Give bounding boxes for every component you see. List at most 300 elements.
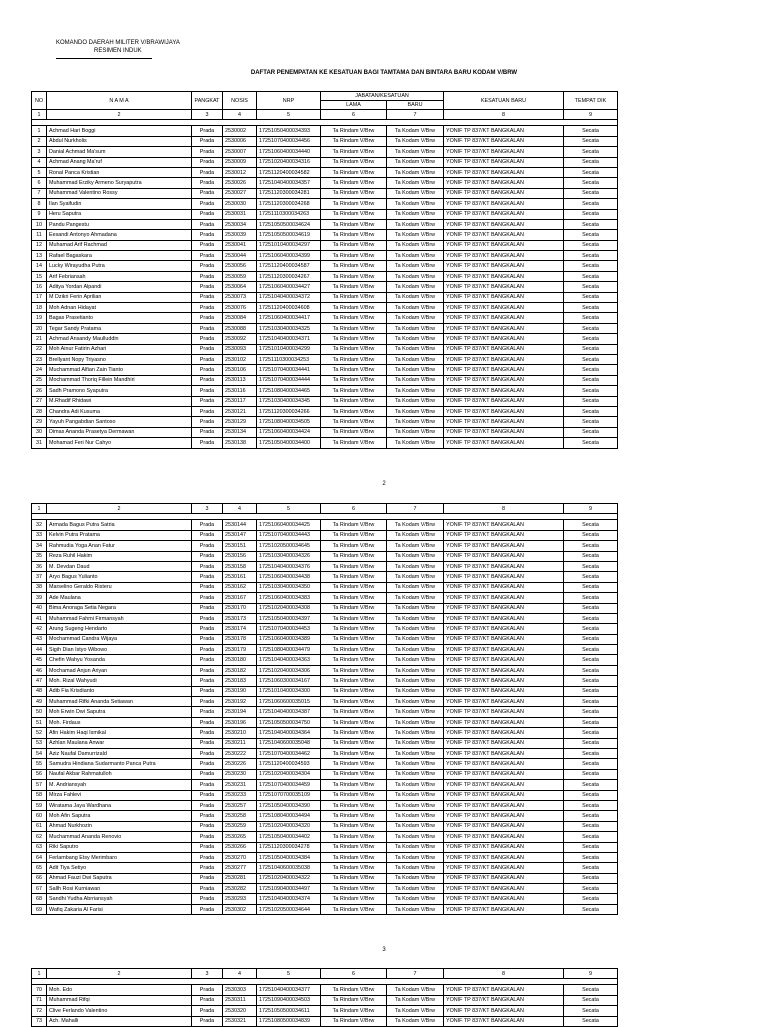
row-nama: Moh Afin Saputra [47, 811, 192, 821]
row-tempat-dik: Secata [564, 199, 618, 209]
row-no: 46 [32, 665, 47, 675]
row-nrp: 17251040400034363 [257, 655, 321, 665]
row-nama: Moh. Firdaus [47, 717, 192, 727]
row-pangkat: Prada [192, 873, 223, 883]
row-tempat-dik: Secata [564, 396, 618, 406]
row-nama: M. Andriansyah [47, 780, 192, 790]
row-baru: Ta Kodam V/Brw [387, 655, 444, 665]
row-nosis: 2530088 [223, 323, 257, 333]
placement-table-page-2 [31, 503, 618, 915]
column-number: 5 [257, 504, 321, 514]
row-no: 35 [32, 551, 47, 561]
row-kesatuan-baru: YONIF TP 837/KT BANGKALAN [444, 427, 564, 437]
row-kesatuan-baru: YONIF TP 837/KT BANGKALAN [444, 251, 564, 261]
row-tempat-dik: Secata [564, 292, 618, 302]
row-no: 67 [32, 884, 47, 894]
row-nosis: 2530076 [223, 303, 257, 313]
table-row [32, 686, 618, 696]
row-lama: Ta Rindam V/Brw [321, 396, 387, 406]
row-nrp: 17251120400034587 [257, 261, 321, 271]
row-kesatuan-baru: YONIF TP 837/KT BANGKALAN [444, 188, 564, 198]
row-baru: Ta Kodam V/Brw [387, 365, 444, 375]
row-nosis: 2530041 [223, 240, 257, 250]
table-row [32, 904, 618, 914]
row-nama: Muhammad Erziky Armeno Suryaputra [47, 178, 192, 188]
table-row [32, 438, 618, 448]
row-lama: Ta Rindam V/Brw [321, 863, 387, 873]
row-baru: Ta Kodam V/Brw [387, 707, 444, 717]
row-nosis: 2530007 [223, 147, 257, 157]
table-row [32, 251, 618, 261]
row-nosis: 2530174 [223, 624, 257, 634]
row-nrp: 17251080400034465 [257, 386, 321, 396]
row-kesatuan-baru: YONIF TP 837/KT BANGKALAN [444, 593, 564, 603]
row-baru: Ta Kodam V/Brw [387, 832, 444, 842]
row-tempat-dik: Secata [564, 603, 618, 613]
table-row [32, 344, 618, 354]
row-nrp: 17251120300034281 [257, 188, 321, 198]
row-nosis: 2530293 [223, 894, 257, 904]
row-nrp: 17251050400034400 [257, 438, 321, 448]
row-kesatuan-baru: YONIF TP 837/KT BANGKALAN [444, 738, 564, 748]
row-kesatuan-baru: YONIF TP 837/KT BANGKALAN [444, 147, 564, 157]
row-baru: Ta Kodam V/Brw [387, 728, 444, 738]
row-lama: Ta Rindam V/Brw [321, 261, 387, 271]
row-no: 38 [32, 582, 47, 592]
row-no: 30 [32, 427, 47, 437]
row-nosis: 2530116 [223, 386, 257, 396]
table-row [32, 530, 618, 540]
row-no: 19 [32, 313, 47, 323]
row-kesatuan-baru: YONIF TP 837/KT BANGKALAN [444, 209, 564, 219]
row-lama: Ta Rindam V/Brw [321, 852, 387, 862]
row-lama: Ta Rindam V/Brw [321, 894, 387, 904]
column-number: 8 [444, 504, 564, 514]
row-baru: Ta Kodam V/Brw [387, 1006, 444, 1016]
row-kesatuan-baru: YONIF TP 837/KT BANGKALAN [444, 582, 564, 592]
row-lama: Ta Rindam V/Brw [321, 334, 387, 344]
row-nrp: 17251030400034325 [257, 323, 321, 333]
row-nama: Ilan Syaifudin [47, 199, 192, 209]
row-baru: Ta Kodam V/Brw [387, 821, 444, 831]
table-row [32, 188, 618, 198]
row-pangkat: Prada [192, 323, 223, 333]
row-nosis: 2530161 [223, 572, 257, 582]
row-lama: Ta Rindam V/Brw [321, 406, 387, 416]
row-tempat-dik: Secata [564, 852, 618, 862]
row-pangkat: Prada [192, 613, 223, 623]
row-no: 23 [32, 354, 47, 364]
row-baru: Ta Kodam V/Brw [387, 561, 444, 571]
row-tempat-dik: Secata [564, 282, 618, 292]
row-nrp: 17251040600035048 [257, 738, 321, 748]
row-no: 73 [32, 1016, 47, 1026]
row-pangkat: Prada [192, 1006, 223, 1016]
row-pangkat: Prada [192, 427, 223, 437]
row-no: 72 [32, 1006, 47, 1016]
table-row [32, 985, 618, 995]
row-pangkat: Prada [192, 209, 223, 219]
row-kesatuan-baru: YONIF TP 837/KT BANGKALAN [444, 780, 564, 790]
row-kesatuan-baru: YONIF TP 837/KT BANGKALAN [444, 438, 564, 448]
row-tempat-dik: Secata [564, 800, 618, 810]
row-tempat-dik: Secata [564, 313, 618, 323]
row-nama: Sandhi Yudha Abrriansyah [47, 894, 192, 904]
row-lama: Ta Rindam V/Brw [321, 603, 387, 613]
row-lama: Ta Rindam V/Brw [321, 365, 387, 375]
row-no: 49 [32, 697, 47, 707]
row-nrp: 17251060400034399 [257, 251, 321, 261]
row-baru: Ta Kodam V/Brw [387, 303, 444, 313]
row-baru: Ta Kodam V/Brw [387, 427, 444, 437]
page-number: 2 [382, 481, 386, 487]
row-nama: Pandu Pangestu [47, 219, 192, 229]
row-nosis: 2530321 [223, 1016, 257, 1026]
row-pangkat: Prada [192, 313, 223, 323]
header-unit: RESIMEN INDUK [94, 48, 142, 54]
row-nosis: 2530320 [223, 1006, 257, 1016]
row-nrp: 17251060400034425 [257, 520, 321, 530]
row-pangkat: Prada [192, 728, 223, 738]
row-nosis: 2530158 [223, 561, 257, 571]
row-no: 31 [32, 438, 47, 448]
row-tempat-dik: Secata [564, 1016, 618, 1026]
row-no: 63 [32, 842, 47, 852]
row-nama: Bagas Prasetianto [47, 313, 192, 323]
row-nrp: 17251020400034320 [257, 821, 321, 831]
row-nrp: 17251110300034263 [257, 209, 321, 219]
row-kesatuan-baru: YONIF TP 837/KT BANGKALAN [444, 240, 564, 250]
row-tempat-dik: Secata [564, 832, 618, 842]
row-baru: Ta Kodam V/Brw [387, 613, 444, 623]
row-lama: Ta Rindam V/Brw [321, 240, 387, 250]
row-lama: Ta Rindam V/Brw [321, 386, 387, 396]
row-no: 22 [32, 344, 47, 354]
row-nama: Muhammad Rifki Ananda Setiawan [47, 697, 192, 707]
table-row [32, 136, 618, 146]
row-nrp: 17251070400034459 [257, 780, 321, 790]
row-nosis: 2530257 [223, 800, 257, 810]
column-number: 2 [47, 969, 192, 979]
row-nama: Muhammad Fahmi Firmansyah [47, 613, 192, 623]
column-number: 5 [257, 110, 321, 120]
row-kesatuan-baru: YONIF TP 837/KT BANGKALAN [444, 852, 564, 862]
table-row [32, 759, 618, 769]
row-baru: Ta Kodam V/Brw [387, 520, 444, 530]
row-nrp: 17251070400034453 [257, 624, 321, 634]
row-lama: Ta Rindam V/Brw [321, 323, 387, 333]
row-baru: Ta Kodam V/Brw [387, 697, 444, 707]
row-nrp: 17251050400034384 [257, 852, 321, 862]
row-baru: Ta Kodam V/Brw [387, 811, 444, 821]
row-nama: Ahmad Fauzi Dwi Saputra [47, 873, 192, 883]
row-nrp: 17251070400034462 [257, 748, 321, 758]
row-nosis: 2530002 [223, 126, 257, 136]
row-lama: Ta Rindam V/Brw [321, 427, 387, 437]
row-tempat-dik: Secata [564, 147, 618, 157]
row-kesatuan-baru: YONIF TP 837/KT BANGKALAN [444, 748, 564, 758]
row-nama: Moh Adnan Hidayat [47, 303, 192, 313]
row-lama: Ta Rindam V/Brw [321, 759, 387, 769]
row-nama: Moh. Rizal Wahyudi [47, 676, 192, 686]
row-nosis: 2530233 [223, 790, 257, 800]
header-command: KOMANDO DAERAH MILITER V/BRAWIJAYA [56, 40, 180, 46]
table-row [32, 303, 618, 313]
row-baru: Ta Kodam V/Brw [387, 147, 444, 157]
row-nama: Mochammad Candra Wijaya [47, 634, 192, 644]
row-kesatuan-baru: YONIF TP 837/KT BANGKALAN [444, 655, 564, 665]
col-header-nrp: NRP [257, 92, 321, 110]
row-lama: Ta Rindam V/Brw [321, 645, 387, 655]
row-nosis: 2530258 [223, 811, 257, 821]
row-kesatuan-baru: YONIF TP 837/KT BANGKALAN [444, 884, 564, 894]
table-row [32, 842, 618, 852]
row-nosis: 2530282 [223, 884, 257, 894]
row-baru: Ta Kodam V/Brw [387, 759, 444, 769]
row-nama: Rahmudia Yoga Anan Fatur [47, 541, 192, 551]
row-no: 28 [32, 406, 47, 416]
row-kesatuan-baru: YONIF TP 837/KT BANGKALAN [444, 541, 564, 551]
row-nama: Achmad Ansandy Maulluddin [47, 334, 192, 344]
row-nrp: 17251050400034393 [257, 126, 321, 136]
row-pangkat: Prada [192, 541, 223, 551]
row-lama: Ta Rindam V/Brw [321, 178, 387, 188]
row-nosis: 2530056 [223, 261, 257, 271]
row-nosis: 2530179 [223, 645, 257, 655]
row-nama: Mochammad Thoriq Fillein Mandhiri [47, 375, 192, 385]
row-lama: Ta Rindam V/Brw [321, 790, 387, 800]
row-nama: M.Rhadif Rhidawi [47, 396, 192, 406]
row-no: 61 [32, 821, 47, 831]
row-baru: Ta Kodam V/Brw [387, 209, 444, 219]
row-lama: Ta Rindam V/Brw [321, 800, 387, 810]
row-nama: Muhammad Rifqi [47, 995, 192, 1005]
row-kesatuan-baru: YONIF TP 837/KT BANGKALAN [444, 995, 564, 1005]
row-no: 64 [32, 852, 47, 862]
row-pangkat: Prada [192, 219, 223, 229]
row-nama: Samudra Hindiana Sudarmanto Panca Putra [47, 759, 192, 769]
col-header-baru: BARU [387, 101, 444, 110]
row-kesatuan-baru: YONIF TP 837/KT BANGKALAN [444, 613, 564, 623]
row-lama: Ta Rindam V/Brw [321, 303, 387, 313]
row-nosis: 2530027 [223, 188, 257, 198]
row-no: 41 [32, 613, 47, 623]
row-tempat-dik: Secata [564, 178, 618, 188]
row-nrp: 17251080500034839 [257, 1016, 321, 1026]
row-lama: Ta Rindam V/Brw [321, 541, 387, 551]
table-row [32, 323, 618, 333]
row-nrp: 17251060300034167 [257, 676, 321, 686]
row-no: 6 [32, 178, 47, 188]
row-baru: Ta Kodam V/Brw [387, 541, 444, 551]
row-kesatuan-baru: YONIF TP 837/KT BANGKALAN [444, 572, 564, 582]
row-pangkat: Prada [192, 800, 223, 810]
column-number: 3 [192, 110, 223, 120]
row-nama: Lucky Wirayudha Putra [47, 261, 192, 271]
row-nosis: 2530106 [223, 365, 257, 375]
column-number: 8 [444, 110, 564, 120]
row-nosis: 2530147 [223, 530, 257, 540]
row-lama: Ta Rindam V/Brw [321, 780, 387, 790]
row-nosis: 2530277 [223, 863, 257, 873]
column-number: 4 [223, 504, 257, 514]
col-header-jabatan: JABATAN/KESATUAN [321, 92, 444, 101]
row-pangkat: Prada [192, 520, 223, 530]
row-baru: Ta Kodam V/Brw [387, 219, 444, 229]
row-kesatuan-baru: YONIF TP 837/KT BANGKALAN [444, 665, 564, 675]
row-no: 53 [32, 738, 47, 748]
row-no: 54 [32, 748, 47, 758]
row-tempat-dik: Secata [564, 1006, 618, 1016]
row-nama: Sigih Dian Istyo Wibowo [47, 645, 192, 655]
row-tempat-dik: Secata [564, 821, 618, 831]
row-nosis: 2530044 [223, 251, 257, 261]
row-kesatuan-baru: YONIF TP 837/KT BANGKALAN [444, 821, 564, 831]
row-lama: Ta Rindam V/Brw [321, 147, 387, 157]
row-tempat-dik: Secata [564, 271, 618, 281]
row-no: 7 [32, 188, 47, 198]
column-number: 9 [564, 110, 618, 120]
row-pangkat: Prada [192, 365, 223, 375]
row-nrp: 17251060400034427 [257, 282, 321, 292]
row-kesatuan-baru: YONIF TP 837/KT BANGKALAN [444, 1006, 564, 1016]
row-nama: Clive Ferlando Valentino [47, 1006, 192, 1016]
row-lama: Ta Rindam V/Brw [321, 904, 387, 914]
row-kesatuan-baru: YONIF TP 837/KT BANGKALAN [444, 634, 564, 644]
row-nosis: 2530151 [223, 541, 257, 551]
row-baru: Ta Kodam V/Brw [387, 344, 444, 354]
row-no: 5 [32, 167, 47, 177]
row-nrp: 17251030400034350 [257, 582, 321, 592]
row-tempat-dik: Secata [564, 323, 618, 333]
col-header-tempat-dik: TEMPAT DIK [564, 92, 618, 110]
table-row [32, 676, 618, 686]
table-row [32, 790, 618, 800]
row-pangkat: Prada [192, 748, 223, 758]
row-kesatuan-baru: YONIF TP 837/KT BANGKALAN [444, 717, 564, 727]
row-tempat-dik: Secata [564, 613, 618, 623]
row-nama: Dimas Ananda Prasetya Dermawan [47, 427, 192, 437]
row-no: 55 [32, 759, 47, 769]
row-no: 57 [32, 780, 47, 790]
row-nosis: 2530266 [223, 842, 257, 852]
row-nrp: 17251050500034611 [257, 1006, 321, 1016]
row-no: 39 [32, 593, 47, 603]
row-no: 50 [32, 707, 47, 717]
row-baru: Ta Kodam V/Brw [387, 292, 444, 302]
table-row [32, 572, 618, 582]
table-row [32, 551, 618, 561]
table-row [32, 157, 618, 167]
row-tempat-dik: Secata [564, 126, 618, 136]
table-row [32, 199, 618, 209]
row-tempat-dik: Secata [564, 572, 618, 582]
row-pangkat: Prada [192, 561, 223, 571]
column-number: 6 [321, 969, 387, 979]
table-row [32, 873, 618, 883]
row-nrp: 17251030400034326 [257, 551, 321, 561]
row-tempat-dik: Secata [564, 593, 618, 603]
row-lama: Ta Rindam V/Brw [321, 292, 387, 302]
row-pangkat: Prada [192, 780, 223, 790]
row-nrp: 17251040400034364 [257, 728, 321, 738]
row-nosis: 2530031 [223, 209, 257, 219]
row-tempat-dik: Secata [564, 561, 618, 571]
row-nosis: 2530162 [223, 582, 257, 592]
row-nosis: 2530192 [223, 697, 257, 707]
table-row [32, 282, 618, 292]
table-row [32, 655, 618, 665]
row-lama: Ta Rindam V/Brw [321, 209, 387, 219]
row-pangkat: Prada [192, 167, 223, 177]
row-no: 33 [32, 530, 47, 540]
row-nosis: 2530138 [223, 438, 257, 448]
row-nrp: 17251110300034253 [257, 354, 321, 364]
table-row [32, 427, 618, 437]
row-nosis: 2530302 [223, 904, 257, 914]
row-nrp: 17251020400034322 [257, 873, 321, 883]
row-nrp: 17251040600035038 [257, 863, 321, 873]
row-baru: Ta Kodam V/Brw [387, 251, 444, 261]
row-nrp: 17251070700035109 [257, 790, 321, 800]
row-baru: Ta Kodam V/Brw [387, 593, 444, 603]
row-no: 59 [32, 800, 47, 810]
row-pangkat: Prada [192, 655, 223, 665]
row-pangkat: Prada [192, 147, 223, 157]
row-baru: Ta Kodam V/Brw [387, 748, 444, 758]
row-baru: Ta Kodam V/Brw [387, 790, 444, 800]
row-lama: Ta Rindam V/Brw [321, 634, 387, 644]
row-tempat-dik: Secata [564, 676, 618, 686]
row-nrp: 17251020400034316 [257, 157, 321, 167]
row-pangkat: Prada [192, 334, 223, 344]
row-kesatuan-baru: YONIF TP 837/KT BANGKALAN [444, 323, 564, 333]
row-nosis: 2530009 [223, 157, 257, 167]
row-pangkat: Prada [192, 790, 223, 800]
table-row [32, 375, 618, 385]
row-baru: Ta Kodam V/Brw [387, 406, 444, 416]
row-tempat-dik: Secata [564, 136, 618, 146]
row-nrp: 17251050500034624 [257, 219, 321, 229]
row-nosis: 2530084 [223, 313, 257, 323]
column-number: 7 [387, 969, 444, 979]
row-nosis: 2530222 [223, 748, 257, 758]
row-nama: Arif Febriansah [47, 271, 192, 281]
table-row [32, 292, 618, 302]
row-pangkat: Prada [192, 406, 223, 416]
row-baru: Ta Kodam V/Brw [387, 852, 444, 862]
column-number: 6 [321, 110, 387, 120]
row-kesatuan-baru: YONIF TP 837/KT BANGKALAN [444, 157, 564, 167]
row-nama: Mirza Fahlevi [47, 790, 192, 800]
row-nosis: 2530211 [223, 738, 257, 748]
column-number: 9 [564, 969, 618, 979]
row-kesatuan-baru: YONIF TP 837/KT BANGKALAN [444, 873, 564, 883]
row-baru: Ta Kodam V/Brw [387, 271, 444, 281]
table-row [32, 832, 618, 842]
row-pangkat: Prada [192, 157, 223, 167]
row-nosis: 2530265 [223, 832, 257, 842]
row-pangkat: Prada [192, 904, 223, 914]
row-nama: Wafiq Zakaria Al Farisi [47, 904, 192, 914]
row-tempat-dik: Secata [564, 769, 618, 779]
row-lama: Ta Rindam V/Brw [321, 354, 387, 364]
row-no: 70 [32, 985, 47, 995]
table-row [32, 209, 618, 219]
row-tempat-dik: Secata [564, 790, 618, 800]
row-nrp: 17251120400034582 [257, 167, 321, 177]
col-header-kesatuan-baru: KESATUAN BARU [444, 92, 564, 110]
